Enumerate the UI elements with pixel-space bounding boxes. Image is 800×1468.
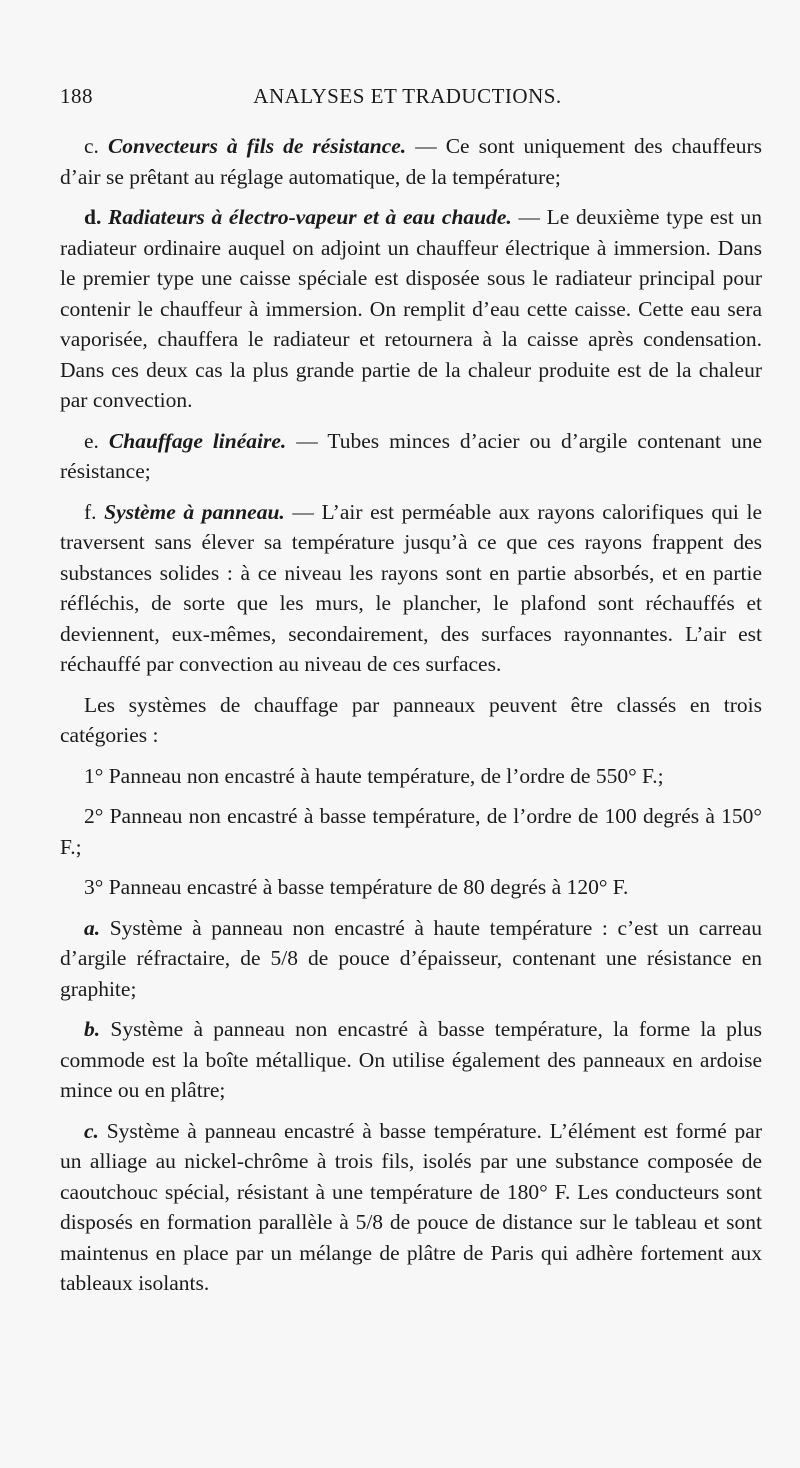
paragraph-text: Système à panneau non encastré à basse température, la forme la plus commode est la boîte métallique. On utilise également des panneaux en ardoise mince ou en plâtre; <box>60 1017 762 1102</box>
paragraph-text: 3° Panneau encastré à basse température de 80 degrés à 120° F. <box>84 875 629 899</box>
paragraph-marker: a. <box>84 915 101 940</box>
paragraph-marker: e. <box>84 428 99 453</box>
paragraph-text: 2° Panneau non encastré à basse température, de l’ordre de 100 degrés à 150° F.; <box>60 804 762 859</box>
paragraph-c-encastre <box>60 1116 762 1299</box>
paragraph-marker: f. <box>84 499 97 524</box>
paragraph-e-chauffage-lineaire <box>60 426 762 487</box>
paragraph-text: Les systèmes de chauffage par panneaux peuvent être classés en trois catégories : <box>60 692 762 747</box>
running-title: ANALYSES ET TRADUCTIONS. <box>253 84 562 108</box>
paragraph-b-basse-temperature <box>60 1014 762 1106</box>
paragraph-text: — L’air est perméable aux rayons calorifiques qui le traversent sans élever sa température jusqu’à ce que ces rayons frappent des substances solides : à ce niveau les rayons sont en partie absorbés, et en partie réfléchis, de sorte que les murs, le plancher, le plafond sont réchauffés et deviennent, eux-mêmes, secondairement, des surfaces rayonnantes. L’air est réchauffé par convection au niveau de ces surfaces. <box>60 499 762 676</box>
paragraph-marker: b. <box>84 1017 101 1041</box>
paragraph-text: — Le deuxième type est un radiateur ordinaire auquel on adjoint un chauffeur électrique à immersion. Dans le premier type une caisse spéciale est disposée sous le radiateur principal pour contenir le chauffeur à immersion. On remplit d’eau cette caisse. Cette eau sera vaporisée, chauffera le radiateur et retournera à la caisse après condensation. Dans ces deux cas la plus grande partie de la chaleur produite est de la chaleur par convection. <box>60 205 762 412</box>
paragraph-lead: Système à panneau. <box>104 499 285 524</box>
paragraph-marker: c. <box>84 1118 99 1143</box>
paragraph-marker: c. <box>84 134 99 158</box>
paragraph-lead: Radiateurs à électro-vapeur et à eau chaude. <box>108 205 512 229</box>
paragraph-lead: Convecteurs à fils de résistance. <box>107 134 407 158</box>
list-item-category-1 <box>60 761 762 792</box>
paragraph-text: — Tubes minces d’acier ou d’argile contenant une résistance; <box>60 428 763 483</box>
paragraph-f-systeme-panneau <box>60 497 762 680</box>
paragraph-text: Système à panneau non encastré à haute température : c’est un carreau d’argile réfractaire, de 5/8 de pouce d’épaisseur, contenant une résistance en graphite; <box>60 915 762 1001</box>
list-item-category-2 <box>60 801 762 862</box>
paragraph-marker: d. <box>84 205 102 229</box>
paragraph-a-haute-temperature <box>60 913 762 1005</box>
paragraph-lead: Chauffage linéaire. <box>108 428 287 453</box>
paragraph-text: — Ce sont uniquement des chauffeurs d’air se prêtant au réglage automatique, de la température; <box>60 134 762 189</box>
paragraph-text: 1° Panneau non encastré à haute température, de l’ordre de 550° F.; <box>84 763 664 788</box>
paragraph-categories-intro <box>60 690 762 751</box>
paragraph-c-convecteurs <box>60 131 762 192</box>
paragraph-d-radiateurs <box>60 202 762 416</box>
list-item-category-3 <box>60 872 762 903</box>
running-header <box>60 84 762 109</box>
body-text <box>60 131 762 1299</box>
page-number: 188 <box>60 84 93 108</box>
paragraph-text: Système à panneau encastré à basse température. L’élément est formé par un alliage au nickel-chrôme à trois fils, isolés par une substance composée de caoutchouc spécial, résistant à une température de 180° F. Les conducteurs sont disposés en formation parallèle à 5/8 de pouce de distance sur le tableau et sont maintenus en place par un mélange de plâtre de Paris qui adhère fortement aux tableaux isolants. <box>60 1118 762 1295</box>
